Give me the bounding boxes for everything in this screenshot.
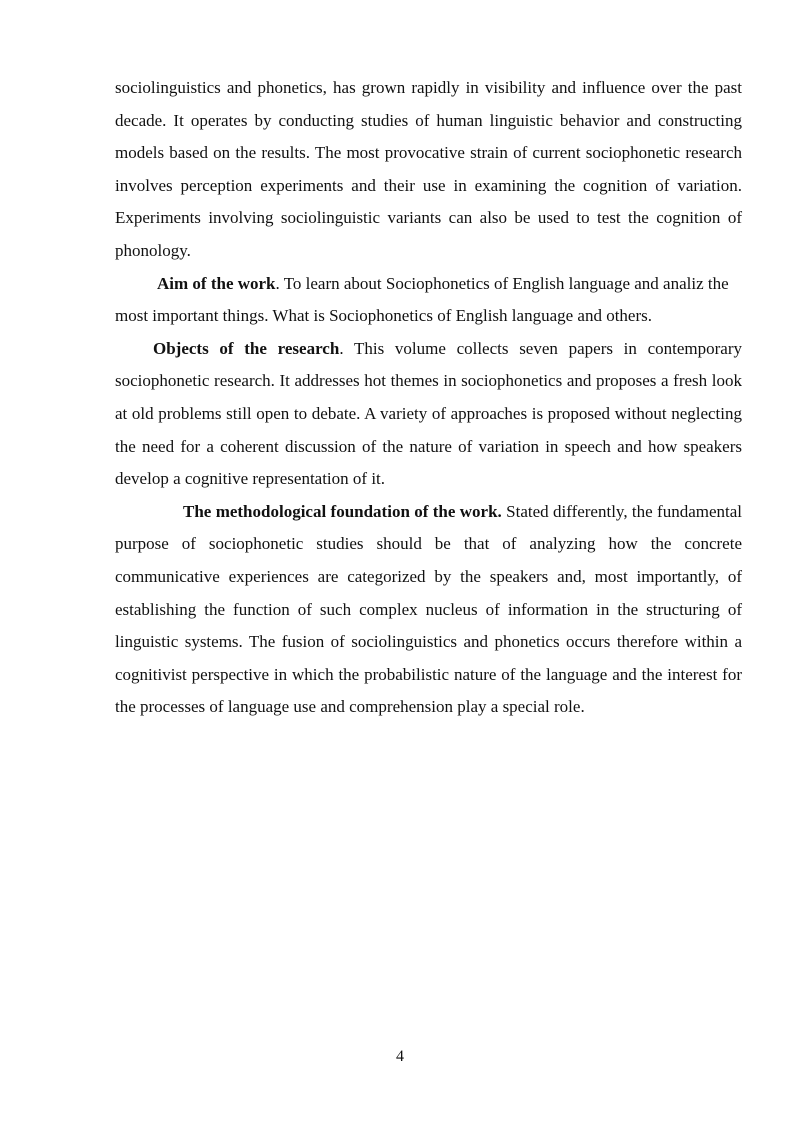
page-number: 4 — [396, 1048, 404, 1065]
paragraph-aim — [115, 268, 742, 333]
paragraph-aim-text: . To learn about Sociophonetics of English language and analiz the most important things. What is Sociophonetics of English language and others. — [115, 273, 729, 326]
paragraph-method-text: Stated differently, the fundamental purpose of sociophonetic studies should be that of analyzing how the concrete communicative experiences are categorized by the speakers and, most importantly, of establishing the function of such complex nucleus of information in the structuring of linguistic systems. The fusion of sociolinguistics and phonetics occurs therefore within a cognitivist perspective in which the probabilistic nature of the language and the interest for the processes of language use and comprehension play a special role. — [115, 501, 743, 717]
page-body — [115, 72, 742, 724]
paragraph-aim-heading: Aim of the work — [157, 273, 276, 293]
paragraph-intro — [115, 72, 742, 268]
paragraph-objects-heading: Objects of the research — [153, 338, 340, 358]
paragraph-method — [115, 496, 742, 724]
paragraph-method-heading: The methodological foundation of the work. — [183, 501, 502, 521]
paragraph-objects — [115, 333, 742, 496]
paragraph-intro-text: sociolinguistics and phonetics, has grown rapidly in visibility and influence over the past decade. It operates by conducting studies of human linguistic behavior and constructing models based on the results. The most provocative strain of current sociophonetic research involves perception experiments and their use in examining the cognition of variation. Experiments involving sociolinguistic variants can also be used to test the cognition of phonology. — [115, 78, 742, 260]
paragraph-objects-text: . This volume collects seven papers in contemporary sociophonetic research. It addresses hot themes in sociophonetics and proposes a fresh look at old problems still open to debate. A variety of approaches is proposed without neglecting the need for a coherent discussion of the nature of variation in speech and how speakers develop a cognitive representation of it. — [115, 338, 742, 489]
